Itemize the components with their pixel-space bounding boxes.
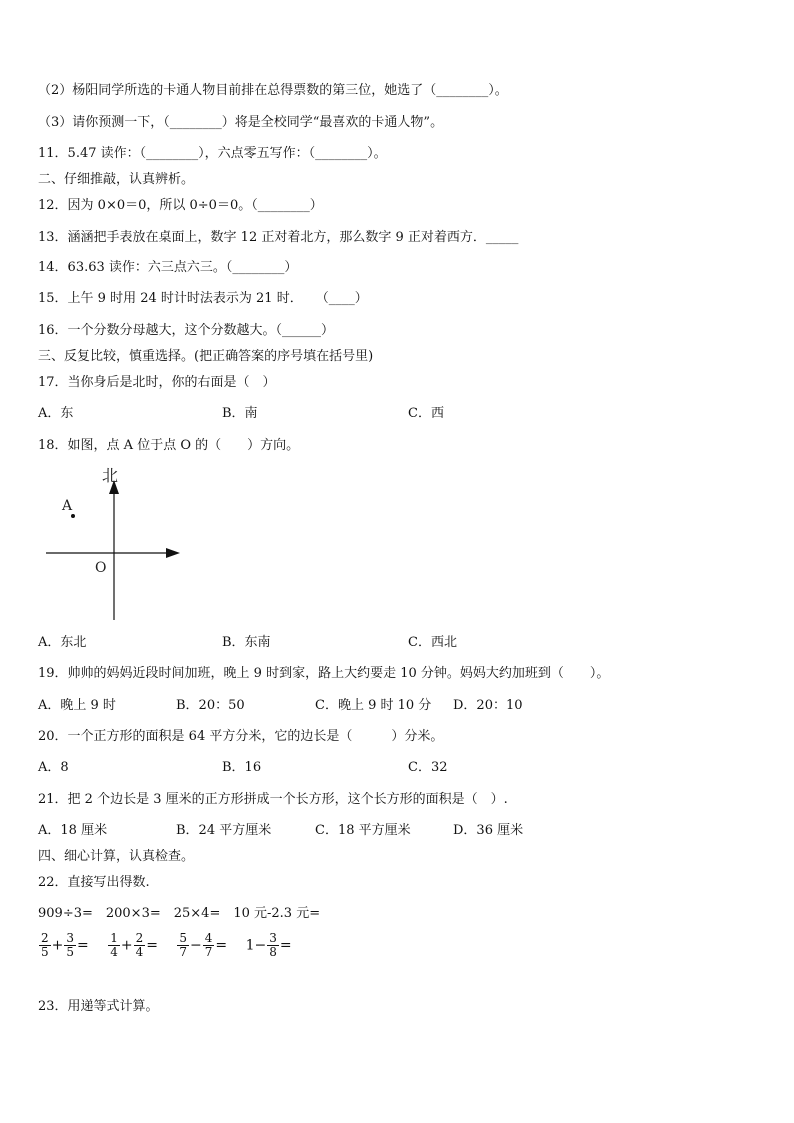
- q18-stem: 18．如图，点 A 位于点 O 的（ ）方向。: [38, 438, 300, 453]
- q21-option-a: A．18 厘米: [38, 823, 108, 838]
- q21-option-d: D．36 厘米: [453, 823, 524, 838]
- q22-stem: 22．直接写出得数.: [38, 875, 150, 890]
- q18-direction-figure: [40, 462, 190, 622]
- section-3-heading: 三、反复比较，慎重选择。(把正确答案的序号填在括号里): [38, 349, 374, 364]
- q17-stem: 17．当你身后是北时，你的右面是（ ）: [38, 375, 276, 390]
- q20-option-a: A．8: [38, 760, 69, 775]
- q22-row-1: 909÷3= 200×3= 25×4= 10 元-2.3 元=: [38, 906, 321, 921]
- origin-label: O: [95, 560, 107, 576]
- q19-option-d: D．20：10: [453, 698, 523, 713]
- q17-option-c: C．西: [408, 406, 444, 421]
- north-label: 北: [102, 466, 119, 485]
- q21-option-b: B．24 平方厘米: [176, 823, 272, 838]
- fraction-expr-4: 1− $\frac{3}{8}$ =: [245, 931, 292, 959]
- q11: 11．5.47 读作：（________），六点零五写作：（________）。: [38, 146, 387, 161]
- point-a-dot: [71, 514, 75, 518]
- q18-option-b: B．东南: [222, 635, 271, 650]
- point-a-label: A: [62, 498, 73, 514]
- q21-stem: 21．把 2 个边长是 3 厘米的正方形拼成一个长方形，这个长方形的面积是（ ）.: [38, 792, 508, 807]
- q19-option-c: C．晚上 9 时 10 分: [315, 698, 432, 713]
- q19-option-a: A．晚上 9 时: [38, 698, 116, 713]
- q22-fraction-row: [38, 932, 306, 959]
- q20-option-b: B．16: [222, 760, 262, 775]
- q10-part3: （3）请你预测一下，（________）将是全校同学“最喜欢的卡通人物”。: [38, 115, 444, 130]
- q14: 14．63.63 读作：六三点六三。（________）: [38, 260, 298, 275]
- q18-option-a: A．东北: [38, 635, 87, 650]
- q20-option-c: C．32: [408, 760, 448, 775]
- q17-option-a: A．东: [38, 406, 74, 421]
- q20-stem: 20．一个正方形的面积是 64 平方分米，它的边长是（ ）分米。: [38, 729, 444, 744]
- q12: 12．因为 0×0＝0，所以 0÷0＝0。（________）: [38, 198, 323, 213]
- q19-option-b: B．20：50: [176, 698, 245, 713]
- q10-part2: （2）杨阳同学所选的卡通人物目前排在总得票数的第三位，她选了（________）。: [38, 83, 508, 98]
- q15: 15．上午 9 时用 24 时计时法表示为 21 时． （____）: [38, 291, 368, 306]
- east-arrowhead: [166, 548, 180, 558]
- fraction-expr-2: $\frac{1}{4}$ + $\frac{2}{4}$ =: [110, 931, 158, 959]
- section-2-heading: 二、仔细推敲，认真辨析。: [38, 172, 195, 187]
- q18-option-c: C．西北: [408, 635, 457, 650]
- fraction-expr-3: $\frac{5}{7}$ − $\frac{4}{7}$ =: [179, 931, 228, 959]
- q19-stem: 19．帅帅的妈妈近段时间加班，晚上 9 时到家，路上大约要走 10 分钟。妈妈大约加班到（ ）。: [38, 666, 610, 681]
- q16: 16．一个分数分母越大，这个分数越大。（______）: [38, 323, 335, 338]
- fraction-expr-1: $\frac{2}{5}$ + $\frac{3}{5}$ =: [41, 931, 89, 959]
- section-4-heading: 四、细心计算，认真检查。: [38, 849, 195, 864]
- q21-option-c: C．18 平方厘米: [315, 823, 411, 838]
- q23: 23．用递等式计算。: [38, 999, 159, 1014]
- q13: 13．涵涵把手表放在桌面上，数字 12 正对着北方，那么数字 9 正对着西方．_____: [38, 230, 519, 245]
- q17-option-b: B．南: [222, 406, 258, 421]
